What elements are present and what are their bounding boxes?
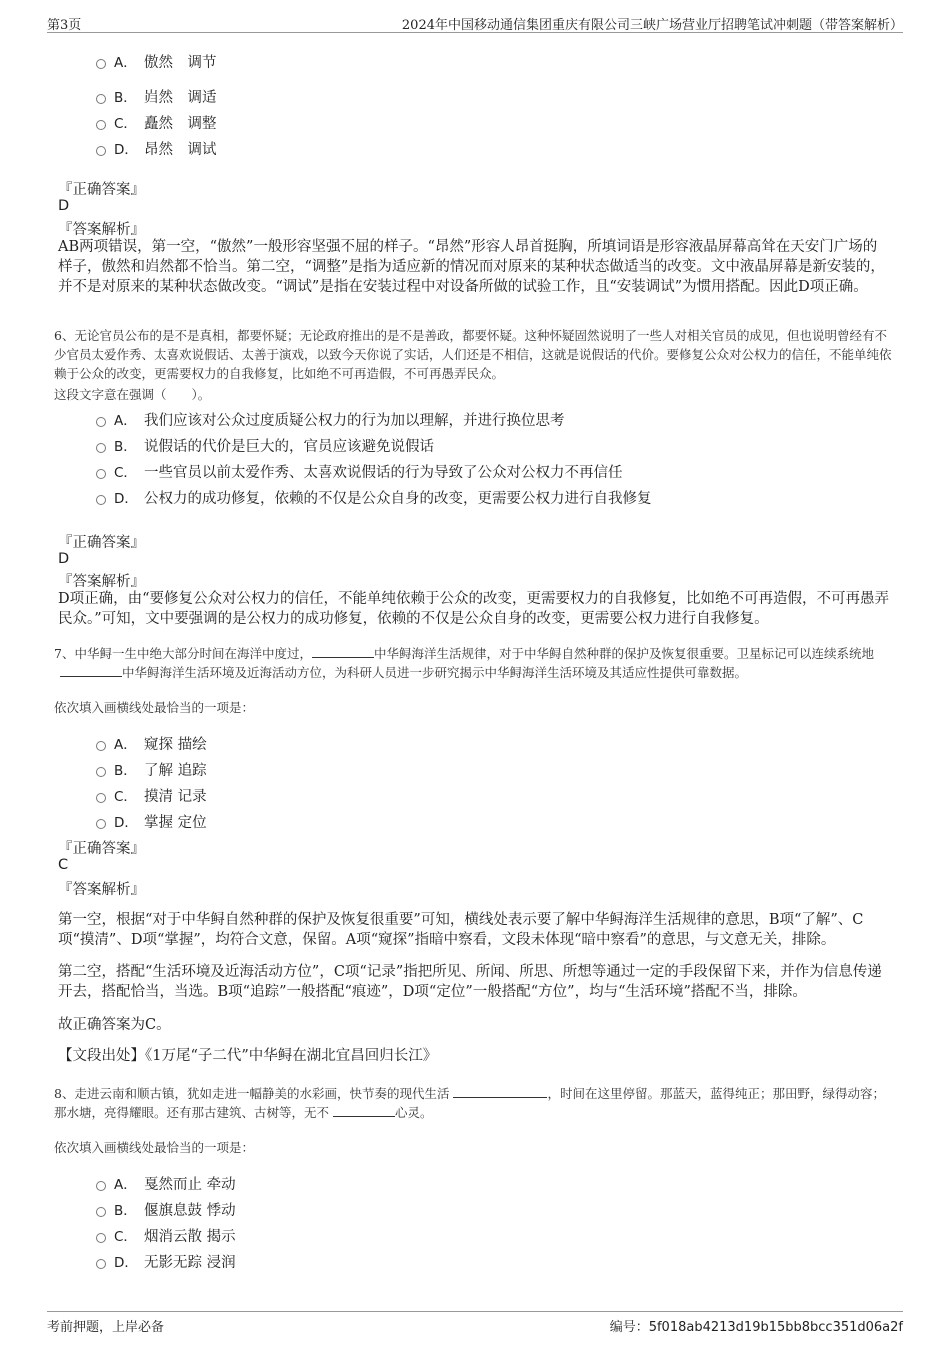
q7-analysis-3: 故正确答案为C。 — [58, 1017, 171, 1033]
analysis-label: 『答案解析』 — [58, 222, 145, 238]
q8-option-c[interactable]: C． 烟消云散 揭示 — [96, 1225, 236, 1245]
q8-option-d[interactable]: D． 无影无踪 浸润 — [96, 1251, 236, 1271]
q5-analysis: AB两项错误，第一空，“傲然”一般形容坚强不屈的样子。“昂然”形容人昂首挺胸，所填词语是形容液晶屏幕高耸在天安门广场的样子，傲然和岿然都不恰当。第二空，“调整”是指为适应新的情况而对原来的某种状态做适当的改变。文中液晶屏幕是新安装的，并不是对原来的某种状态做改变。“调试”是指在安装过程中对设备所做的试验工作，且“安装调试”为惯用搭配。因此D项正确。 — [58, 239, 885, 295]
q6-analysis: D项正确，由“要修复公众对公权力的信任，不能单纯依赖于公众的改变，更需要权力的自我修复，比如绝不可再造假，不可再愚弄民众。”可知，文中要强调的是公权力的成功修复，依赖的不仅是公众自身的改变，更需要公权力进行自我修复。 — [58, 591, 890, 627]
q6-option-b[interactable]: B． 说假话的代价是巨大的，官员应该避免说假话 — [96, 435, 434, 455]
q7-stem: 7、中华鲟一生中绝大部分时间在海洋中度过， 中华鲟海洋生活规律，对于中华鲟自然种群的保护及恢复很重要。卫星标记可以连续系统地中华鲟海洋生活环境及近海活动方位，为科研人员进一步研究揭示中华鲟海洋生活环境及其适应性提供可靠数据。 — [54, 646, 874, 680]
page-number: 第3页 — [47, 18, 82, 33]
q5-option-c[interactable]: C． 矗然 调整 — [96, 112, 217, 132]
q6-answer: D — [58, 551, 70, 567]
q6-prompt: 这段文字意在强调（ ）。 — [54, 387, 211, 402]
radio-icon[interactable] — [96, 1181, 106, 1191]
fill-blank — [60, 664, 122, 677]
page-footer — [47, 1311, 903, 1336]
radio-icon[interactable] — [96, 94, 106, 104]
q5-answer: D — [58, 198, 70, 214]
analysis-label: 『答案解析』 — [58, 574, 145, 590]
radio-icon[interactable] — [96, 59, 106, 69]
q6-option-c[interactable]: C． 一些官员以前太爱作秀、太喜欢说假话的行为导致了公众对公权力不再信任 — [96, 461, 623, 481]
radio-icon[interactable] — [96, 443, 106, 453]
radio-icon[interactable] — [96, 1259, 106, 1269]
q8-stem: 8、走进云南和顺古镇，犹如走进一幅静美的水彩画，快节奏的现代生活 ，时间在这里停留。那蓝天，蓝得纯正；那田野，绿得动容；那水塘，亮得耀眼。还有那古建筑、古树等，无不 心灵。 — [54, 1086, 885, 1120]
radio-icon[interactable] — [96, 767, 106, 777]
radio-icon[interactable] — [96, 495, 106, 505]
radio-icon[interactable] — [96, 819, 106, 829]
answer-label: 『正确答案』 — [58, 841, 145, 857]
answer-label: 『正确答案』 — [58, 182, 145, 198]
radio-icon[interactable] — [96, 793, 106, 803]
document-code: 编号：5f018ab4213d19b15bb8bcc351d06a2f — [609, 1320, 903, 1335]
q7-source: 【文段出处】《1万尾“子二代”中华鲟在湖北宜昌回归长江》 — [58, 1048, 438, 1064]
radio-icon[interactable] — [96, 1207, 106, 1217]
q7-analysis-2: 第二空，搭配“生活环境及近海活动方位”，C项“记录”指把所见、所闻、所思、所想等通过一定的手段保留下来，并作为信息传递开去，搭配恰当，当选。B项“追踪”一般搭配“痕迹”，D项“定位”一般搭配“方位”，均与“生活环境”搭配不当，排除。 — [58, 964, 882, 1000]
footer-slogan: 考前押题，上岸必备 — [47, 1320, 165, 1335]
q7-analysis-1: 第一空，根据“对于中华鲟自然种群的保护及恢复很重要”可知，横线处表示要了解中华鲟海洋生活规律的意思，B项“了解”、C项“摸清”、D项“掌握”，均符合文意，保留。A项“窥探”指暗中察看，文段未体现“暗中察看”的意思，与文意无关，排除。 — [58, 912, 864, 948]
page-header — [47, 12, 903, 33]
radio-icon[interactable] — [96, 146, 106, 156]
q8-option-a[interactable]: A． 戛然而止 牵动 — [96, 1173, 236, 1193]
analysis-label: 『答案解析』 — [58, 882, 145, 898]
radio-icon[interactable] — [96, 469, 106, 479]
q7-option-a[interactable]: A． 窥探 描绘 — [96, 733, 207, 753]
q5-option-d[interactable]: D． 昂然 调试 — [96, 138, 217, 158]
q7-option-c[interactable]: C． 摸清 记录 — [96, 785, 207, 805]
radio-icon[interactable] — [96, 120, 106, 130]
q8-prompt: 依次填入画横线处最恰当的一项是： — [54, 1140, 255, 1155]
q5-option-a[interactable]: A． 傲然 调节 — [96, 51, 217, 71]
q7-option-d[interactable]: D． 掌握 定位 — [96, 811, 207, 831]
q6-stem: 6、无论官员公布的是不是真相，都要怀疑；无论政府推出的是不是善政，都要怀疑。这种怀疑固然说明了一些人对相关官员的成见，但也说明曾经有不少官员太爱作秀、太喜欢说假话、太善于演戏，以致今天你说了实话，人们还是不相信，这就是说假话的代价。要修复公众对公权力的信任，不能单纯依赖于公众的改变，更需要权力的自我修复，比如绝不可再造假，不可再愚弄民众。 — [54, 328, 892, 381]
q6-option-d[interactable]: D． 公权力的成功修复，依赖的不仅是公众自身的改变，更需要公权力进行自我修复 — [96, 487, 652, 507]
radio-icon[interactable] — [96, 1233, 106, 1243]
q6-option-a[interactable]: A． 我们应该对公众过度质疑公权力的行为加以理解，并进行换位思考 — [96, 409, 565, 429]
q7-answer: C — [58, 857, 69, 873]
q7-prompt: 依次填入画横线处最恰当的一项是： — [54, 700, 255, 715]
fill-blank — [312, 645, 374, 658]
q7-option-b[interactable]: B． 了解 追踪 — [96, 759, 207, 779]
answer-label: 『正确答案』 — [58, 535, 145, 551]
radio-icon[interactable] — [96, 417, 106, 427]
q5-option-b[interactable]: B． 岿然 调适 — [96, 86, 217, 106]
document-title: 2024年中国移动通信集团重庆有限公司三峡广场营业厅招聘笔试冲刺题（带答案解析） — [401, 18, 903, 33]
radio-icon[interactable] — [96, 741, 106, 751]
fill-blank — [453, 1085, 547, 1098]
q8-option-b[interactable]: B． 偃旗息鼓 悸动 — [96, 1199, 236, 1219]
fill-blank — [333, 1104, 395, 1117]
